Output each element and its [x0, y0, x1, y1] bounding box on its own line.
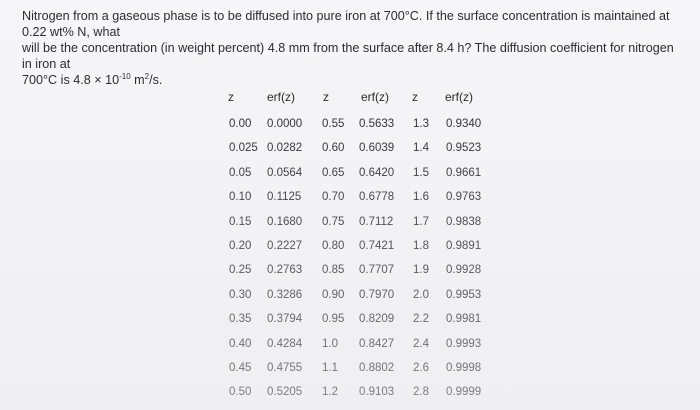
cell-erf-3: 0.9928 — [446, 264, 482, 277]
cell-z-1: 0.45 — [229, 362, 252, 374]
cell-erf-3: 0.9340 — [446, 118, 482, 130]
cell-erf-1: 0.3286 — [267, 288, 303, 301]
header-z-1: z — [228, 90, 234, 104]
cell-erf-2: 0.7421 — [359, 240, 395, 252]
problem-line-3-unit: m — [130, 73, 145, 87]
cell-z-1: 0.35 — [229, 313, 252, 326]
header-z-3: z — [412, 90, 418, 104]
problem-line-3-suffix: /s. — [149, 73, 163, 87]
cell-z-2: 0.75 — [322, 215, 345, 228]
cell-z-3: 1.8 — [413, 240, 429, 252]
cell-z-3: 1.5 — [413, 166, 429, 179]
cell-erf-2: 0.6420 — [359, 166, 395, 179]
cell-z-2: 0.60 — [322, 142, 345, 155]
cell-erf-3: 0.9523 — [446, 142, 482, 155]
cell-erf-2: 0.7970 — [359, 288, 395, 301]
cell-erf-2: 0.6778 — [359, 191, 395, 204]
cell-z-2: 1.1 — [322, 362, 338, 374]
cell-erf-2: 0.9103 — [359, 386, 395, 399]
cell-erf-2: 0.7707 — [359, 264, 395, 277]
cell-erf-1: 0.1680 — [267, 215, 303, 228]
cell-erf-3: 0.9661 — [446, 166, 482, 179]
cell-z-2: 0.55 — [322, 118, 345, 130]
cell-erf-3: 0.9891 — [446, 240, 482, 252]
header-erf-3: erf(z) — [445, 90, 473, 104]
cell-z-3: 2.0 — [413, 288, 429, 301]
cell-z-1: 0.25 — [229, 264, 252, 277]
problem-statement — [22, 8, 687, 88]
header-erf-1: erf(z) — [267, 90, 295, 104]
cell-z-2: 0.70 — [322, 191, 345, 204]
cell-erf-1: 0.4284 — [267, 337, 303, 350]
cell-erf-2: 0.8427 — [359, 337, 395, 350]
cell-z-3: 2.4 — [413, 337, 429, 350]
problem-line-1: Nitrogen from a gaseous phase is to be diffused into pure iron at 700°C. If the surface concentration is maintained at 0.22 wt% N, what — [22, 9, 670, 39]
cell-erf-1: 0.1125 — [267, 191, 302, 204]
cell-erf-2: 0.6039 — [359, 142, 395, 155]
cell-erf-3: 0.9981 — [446, 313, 482, 326]
problem-line-2: will be the concentration (in weight percent) 4.8 mm from the surface after 8.4 h? The diffusion coefficient for nitrogen in iron at — [22, 41, 674, 71]
cell-z-1: 0.15 — [229, 215, 252, 228]
cell-z-3: 1.9 — [413, 264, 429, 277]
cell-z-2: 0.80 — [322, 240, 345, 252]
cell-erf-3: 0.9999 — [446, 386, 482, 399]
cell-erf-2: 0.7112 — [359, 215, 394, 228]
cell-z-2: 1.2 — [322, 386, 338, 399]
cell-z-1: 0.10 — [229, 191, 252, 204]
cell-erf-1: 0.3794 — [267, 313, 303, 326]
cell-erf-3: 0.9953 — [446, 288, 482, 301]
header-z-2: z — [323, 90, 329, 104]
cell-z-2: 0.90 — [322, 288, 345, 301]
cell-z-3: 1.6 — [413, 191, 429, 204]
cell-erf-2: 0.8802 — [359, 362, 395, 374]
cell-z-1: 0.50 — [229, 386, 252, 399]
cell-erf-2: 0.5633 — [359, 118, 395, 130]
cell-z-2: 0.85 — [322, 264, 345, 277]
cell-erf-3: 0.9993 — [446, 337, 482, 350]
exponent: -10 — [119, 71, 131, 81]
cell-erf-3: 0.9763 — [446, 191, 482, 204]
cell-z-1: 0.00 — [229, 118, 252, 130]
cell-z-3: 2.8 — [413, 386, 429, 399]
cell-erf-1: 0.0282 — [267, 142, 303, 155]
cell-erf-1: 0.2763 — [267, 264, 303, 277]
cell-erf-1: 0.0564 — [267, 166, 303, 179]
cell-z-1: 0.025 — [229, 142, 258, 155]
cell-erf-1: 0.5205 — [267, 386, 303, 399]
cell-z-3: 1.3 — [413, 118, 429, 130]
cell-erf-3: 0.9998 — [446, 362, 482, 374]
cell-z-3: 2.2 — [413, 313, 429, 326]
problem-line-3-prefix: 700°C is 4.8 × 10 — [22, 73, 120, 87]
cell-z-2: 1.0 — [322, 337, 338, 350]
cell-erf-1: 0.2227 — [267, 240, 303, 252]
problem-line-3 — [22, 72, 687, 88]
cell-z-2: 0.65 — [322, 166, 345, 179]
cell-erf-1: 0.4755 — [267, 362, 303, 374]
cell-z-1: 0.40 — [229, 337, 252, 350]
cell-z-3: 1.7 — [413, 215, 429, 228]
header-erf-2: erf(z) — [361, 90, 389, 104]
cell-erf-1: 0.0000 — [267, 118, 303, 130]
cell-z-1: 0.05 — [229, 166, 252, 179]
cell-erf-2: 0.8209 — [359, 313, 395, 326]
cell-z-1: 0.20 — [229, 240, 252, 252]
cell-z-3: 1.4 — [413, 142, 429, 155]
cell-z-2: 0.95 — [322, 313, 345, 326]
cell-z-3: 2.6 — [413, 362, 429, 374]
cell-erf-3: 0.9838 — [446, 215, 482, 228]
cell-z-1: 0.30 — [229, 288, 252, 301]
squared-superscript: 2 — [144, 71, 150, 81]
